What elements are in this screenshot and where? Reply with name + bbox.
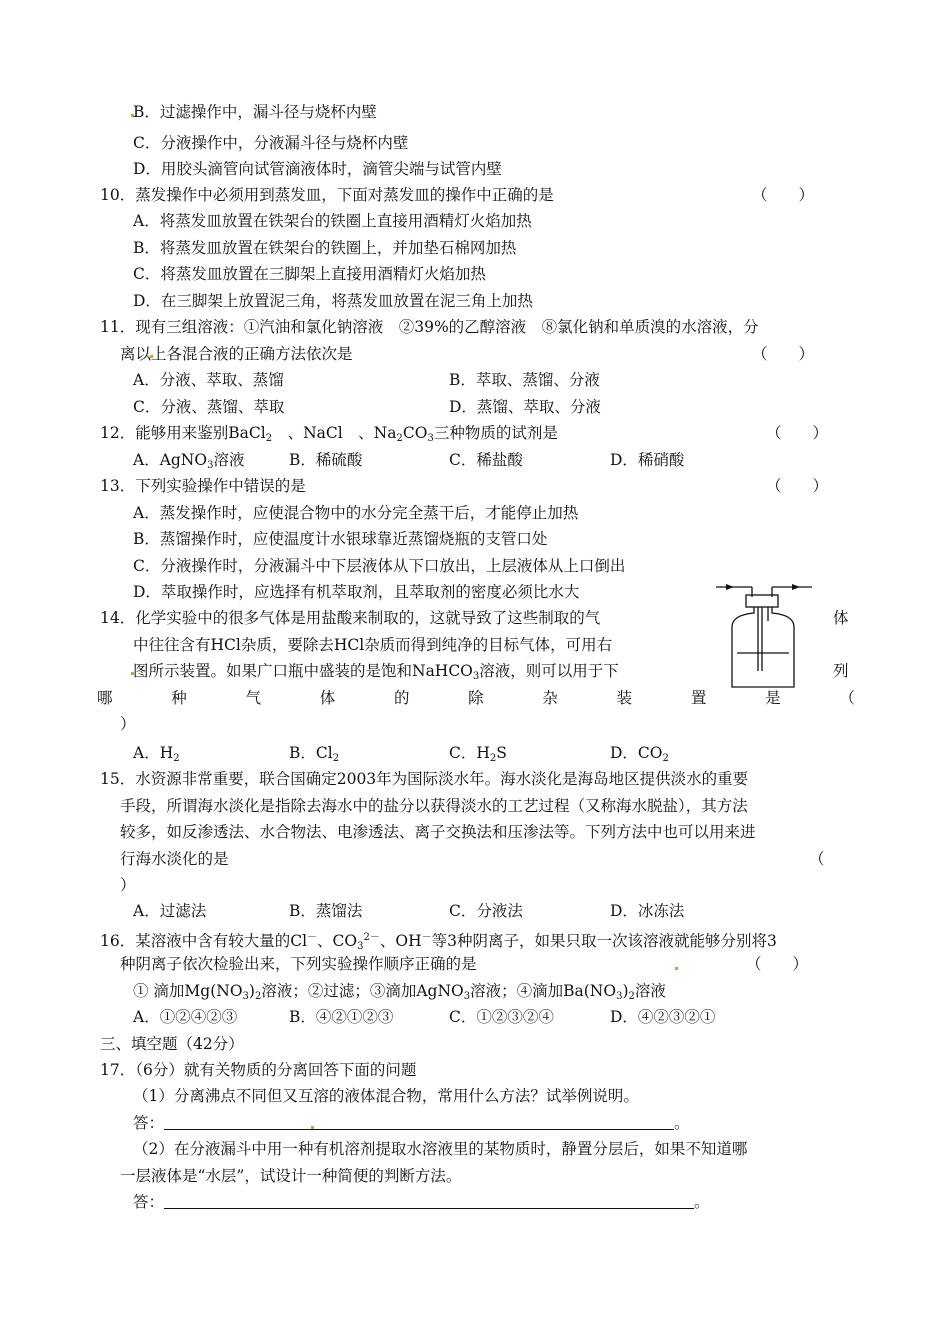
q17-part2-line2: 一层液体是“水层”，试设计一种简便的判断方法。	[120, 1167, 462, 1185]
q16-option-a: A．①②④②③	[133, 1008, 238, 1026]
q10-option-b: B．将蒸发皿放置在铁架台的铁圈上，并加垫石棉网加热	[133, 239, 517, 257]
q15-paren-open: （	[809, 850, 825, 868]
q16-answer-paren: （ ）	[746, 955, 809, 973]
q15-line4: 行海水淡化的是	[120, 850, 229, 868]
q14-option-c: C．$H_2S$	[449, 744, 507, 764]
q14-line3-end: 列	[833, 662, 849, 680]
q15-line3: 较多，如反渗透法、水合物法、电渗透法、离子交换法和压渗法等。下列方法中也可以用来进	[120, 823, 756, 841]
q13-option-d: D．萃取操作时，应选择有机萃取剂，且萃取剂的密度必须比水大	[133, 583, 580, 601]
q11-answer-paren: （ ）	[752, 345, 815, 363]
q11-stem-line1: 11．现有三组溶液：①汽油和氯化钠溶液 ②39%的乙醇溶液 ⑧氯化钠和单质溴的水溶液，分	[100, 318, 759, 336]
q13-stem: 13．下列实验操作中错误的是	[100, 477, 306, 495]
q11-option-c: C．分液、蒸馏、萃取	[133, 398, 285, 416]
q15-paren-close: ）	[120, 876, 136, 894]
q10-option-d: D．在三脚架上放置泥三角，将蒸发皿放置在泥三角上加热	[133, 292, 533, 310]
q11-option-b: B．萃取、蒸馏、分液	[449, 371, 600, 389]
q16-option-c: C．①②③②④	[449, 1008, 554, 1026]
q17-answer1[interactable]: 答： 。	[133, 1114, 690, 1132]
q10-option-c: C．将蒸发皿放置在三脚架上直接用酒精灯火焰加热	[133, 265, 486, 283]
q9-option-d: D．用胶头滴管向试管滴液体时，滴管尖端与试管内壁	[133, 160, 502, 178]
q12-answer-paren: （ ）	[766, 424, 829, 442]
q15-option-a: A．过滤法	[133, 902, 207, 920]
q17-answer2[interactable]: 答： 。	[133, 1193, 710, 1211]
gas-washing-bottle-diagram	[712, 583, 822, 695]
q16-option-b: B．④②①②③	[289, 1008, 394, 1026]
q14-option-a: A．$H_2$	[133, 744, 180, 764]
q10-answer-paren: （ ）	[752, 186, 815, 204]
q17-part2-line1: （2）在分液漏斗中用一种有机溶剂提取水溶液里的某物质时，静置分层后，如果不知道哪	[133, 1140, 748, 1158]
q14-line1: 14．化学实验中的很多气体是用盐酸来制取的，这就导致了这些制取的气	[100, 609, 601, 627]
q13-option-c: C．分液操作时，分液漏斗中下层液体从下口放出，上层液体从上口倒出	[133, 557, 626, 575]
q14-option-b: B．$Cl_2$	[289, 744, 340, 764]
q13-option-a: A．蒸发操作时，应使混合物中的水分完全蒸干后，才能停止加热	[133, 504, 579, 522]
q12-option-b: B．稀硫酸	[289, 451, 363, 469]
q11-option-d: D．蒸馏、萃取、分液	[449, 398, 601, 416]
q12-stem: 12．能够用来鉴别BaCl$_2$ 、NaCl 、$Na_2CO_3$三种物质的试剂是	[100, 424, 558, 444]
section-heading: 三、填空题（42分）	[100, 1035, 244, 1053]
q15-line1: 15．水资源非常重要，联合国确定2003年为国际淡水年。海水淡化是海岛地区提供淡水的重要	[100, 770, 749, 788]
q16-steps: ① 滴加$Mg(NO_3)_2$溶液；②过滤；③滴加AgNO$_3$溶液；④滴加$Ba(NO_3)_2$溶液	[133, 982, 666, 1002]
q16-option-d: D．④②③②①	[610, 1008, 716, 1026]
q14-line3: 图所示装置。如果广口瓶中盛装的是饱和NaHCO$_3$溶液，则可以用于下	[133, 662, 619, 682]
q15-option-d: D．冰冻法	[610, 902, 685, 920]
q14-spread-line: 哪 种 气 体 的 除 杂 装 置 是 （	[97, 689, 855, 707]
q15-option-b: B．蒸馏法	[289, 902, 363, 920]
q13-answer-paren: （ ）	[766, 477, 829, 495]
q9-option-c: C．分液操作中，分液漏斗径与烧杯内壁	[133, 134, 409, 152]
q16-line2: 种阴离子依次检验出来，下列实验操作顺序正确的是	[120, 955, 477, 973]
q15-line2: 手段，所谓海水淡化是指除去海水中的盐分以获得淡水的工艺过程（又称海水脱盐），其方法	[120, 797, 748, 815]
stray-mark	[675, 967, 678, 970]
q10-stem: 10．蒸发操作中必须用到蒸发皿，下面对蒸发皿的操作中正确的是	[100, 186, 554, 204]
q16-line1: 16．某溶液中含有较大量的Cl－、$CO_3^{2-}$、OH－等3种阴离子，如果只取一次该溶液就能够分别将3	[100, 932, 777, 952]
q17-stem: 17．（6分）就有关物质的分离回答下面的问题	[100, 1061, 417, 1079]
q15-option-c: C．分液法	[449, 902, 523, 920]
q9-option-b: B．过滤操作中，漏斗径与烧杯内壁	[133, 103, 377, 121]
answer-blank-1[interactable]	[164, 1115, 674, 1130]
q17-part1: （1）分离沸点不同但又互溶的液体混合物，常用什么方法？试举例说明。	[133, 1087, 639, 1105]
q14-close-paren: ）	[120, 715, 136, 733]
q14-line1-end: 体	[833, 609, 849, 627]
q13-option-b: B．蒸馏操作时，应使温度计水银球靠近蒸馏烧瓶的支管口处	[133, 530, 548, 548]
q14-line2: 中往往含有HCl杂质，要除去HCl杂质而得到纯净的目标气体，可用右	[133, 636, 613, 654]
q11-stem-line2: 离以上各混合液的正确方法依次是	[120, 345, 353, 363]
q12-option-a: A．AgNO$_3$溶液	[133, 451, 245, 471]
q11-option-a: A．分液、萃取、蒸馏	[133, 371, 284, 389]
q10-option-a: A．将蒸发皿放置在铁架台的铁圈上直接用酒精灯火焰加热	[133, 212, 532, 230]
q14-option-d: D．$CO_2$	[610, 744, 669, 764]
q12-option-c: C．稀盐酸	[449, 451, 523, 469]
answer-blank-2[interactable]	[164, 1194, 694, 1209]
q12-option-d: D．稀硝酸	[610, 451, 685, 469]
